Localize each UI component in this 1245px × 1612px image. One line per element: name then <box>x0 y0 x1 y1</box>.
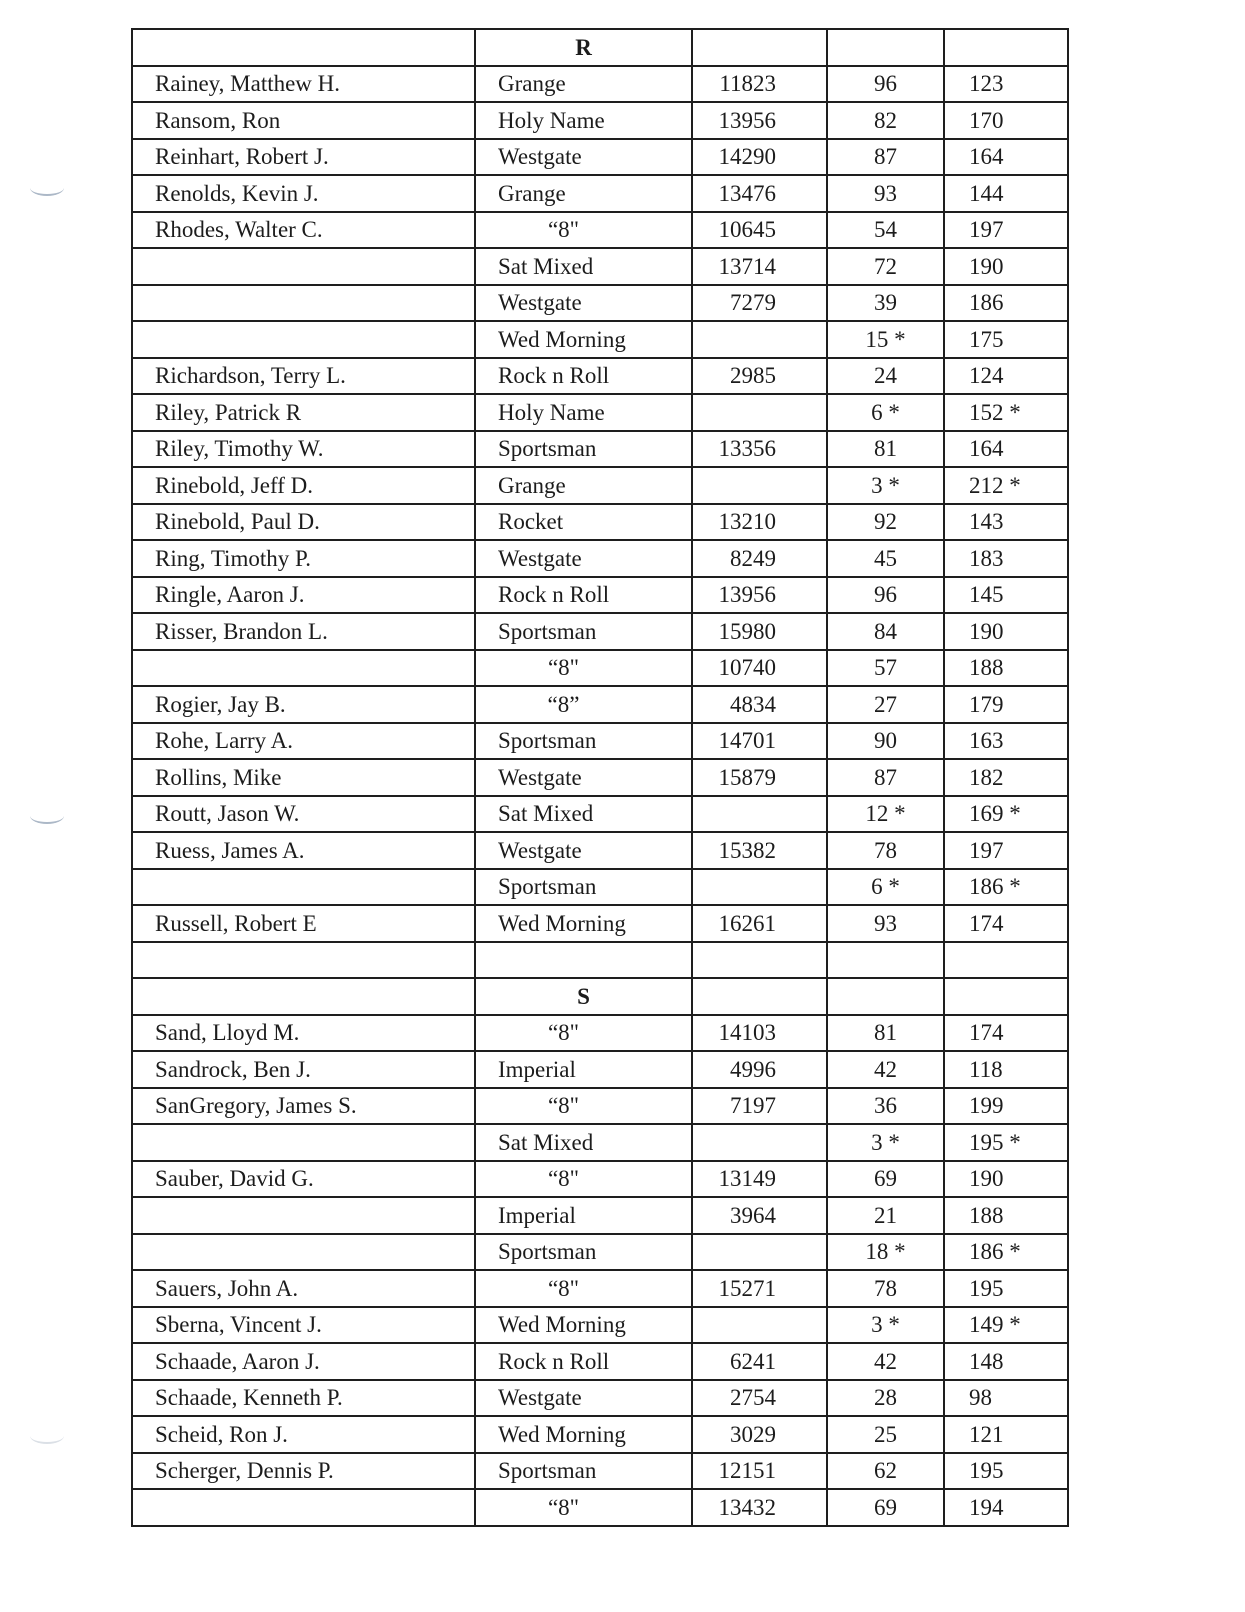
league-cell: “8" <box>475 1270 692 1307</box>
games-cell: 82 <box>827 102 944 139</box>
bowler-name-cell: Rinebold, Jeff D. <box>132 467 475 504</box>
average-cell: 145 <box>944 577 1068 614</box>
average-cell: 123 <box>944 66 1068 103</box>
total-pins-cell: 8249 <box>692 540 827 577</box>
total-pins-cell: 14103 <box>692 1015 827 1052</box>
total-pins-cell: 6241 <box>692 1343 827 1380</box>
games-cell: 90 <box>827 723 944 760</box>
league-cell: Wed Morning <box>475 321 692 358</box>
bowler-name-cell <box>132 248 475 285</box>
total-pins-cell: 7197 <box>692 1088 827 1125</box>
table-row <box>132 1088 1068 1125</box>
league-cell: Westgate <box>475 285 692 322</box>
total-pins-cell: 14290 <box>692 139 827 176</box>
league-cell: “8" <box>475 1015 692 1052</box>
total-pins-cell: 13956 <box>692 102 827 139</box>
section-header-row <box>132 29 1068 66</box>
table-row <box>132 358 1068 395</box>
bowler-name-cell: Rinebold, Paul D. <box>132 504 475 541</box>
games-cell: 87 <box>827 139 944 176</box>
bowler-name-cell <box>132 650 475 687</box>
league-cell: Sportsman <box>475 613 692 650</box>
total-pins-cell: 13714 <box>692 248 827 285</box>
section-header-row <box>132 978 1068 1015</box>
games-cell: 28 <box>827 1380 944 1417</box>
total-pins-cell: 7279 <box>692 285 827 322</box>
total-pins-cell: 2985 <box>692 358 827 395</box>
bowler-name-cell: Ruess, James A. <box>132 832 475 869</box>
total-pins-cell: 13956 <box>692 577 827 614</box>
bowler-name-cell <box>132 321 475 358</box>
table-row <box>132 540 1068 577</box>
table-row <box>132 1124 1068 1161</box>
games-cell: 62 <box>827 1453 944 1490</box>
league-cell: Holy Name <box>475 394 692 431</box>
total-pins-cell <box>692 1307 827 1344</box>
bowler-name-cell: Sauers, John A. <box>132 1270 475 1307</box>
total-pins-cell: 3964 <box>692 1197 827 1234</box>
bowler-name-cell: Rhodes, Walter C. <box>132 212 475 249</box>
bowler-name-cell <box>132 1197 475 1234</box>
bowler-name-cell <box>132 285 475 322</box>
games-cell: 96 <box>827 577 944 614</box>
total-pins-cell: 15382 <box>692 832 827 869</box>
total-pins-cell: 15879 <box>692 759 827 796</box>
table-row <box>132 66 1068 103</box>
table-row <box>132 1270 1068 1307</box>
table-row <box>132 723 1068 760</box>
average-cell: 143 <box>944 504 1068 541</box>
league-cell: Imperial <box>475 1197 692 1234</box>
games-cell: 3 * <box>827 467 944 504</box>
table-row <box>132 1015 1068 1052</box>
bowler-name-cell: Riley, Patrick R <box>132 394 475 431</box>
league-cell: Sat Mixed <box>475 796 692 833</box>
total-pins-cell: 13476 <box>692 175 827 212</box>
league-cell: Sat Mixed <box>475 248 692 285</box>
average-cell: 195 <box>944 1270 1068 1307</box>
games-cell: 87 <box>827 759 944 796</box>
bowler-name-cell: Russell, Robert E <box>132 905 475 942</box>
total-pins-cell <box>692 394 827 431</box>
bowler-name-cell: Schaade, Aaron J. <box>132 1343 475 1380</box>
punch-hole-mark-bottom <box>30 1428 64 1444</box>
total-pins-cell: 12151 <box>692 1453 827 1490</box>
table-row <box>132 175 1068 212</box>
average-cell: 164 <box>944 139 1068 176</box>
section-letter: R <box>475 29 692 66</box>
table-row <box>132 321 1068 358</box>
average-cell: 175 <box>944 321 1068 358</box>
table-row <box>132 1234 1068 1271</box>
total-pins-cell <box>692 467 827 504</box>
games-cell: 3 * <box>827 1124 944 1161</box>
empty-cell <box>692 29 827 66</box>
league-cell: “8” <box>475 686 692 723</box>
total-pins-cell: 13149 <box>692 1161 827 1198</box>
games-cell: 93 <box>827 905 944 942</box>
league-cell: Wed Morning <box>475 1307 692 1344</box>
games-cell: 72 <box>827 248 944 285</box>
games-cell: 18 * <box>827 1234 944 1271</box>
empty-cell <box>132 942 475 979</box>
section-letter: S <box>475 978 692 1015</box>
empty-cell <box>827 978 944 1015</box>
league-cell: Imperial <box>475 1051 692 1088</box>
bowler-roster-table <box>131 28 1069 1527</box>
total-pins-cell <box>692 321 827 358</box>
average-cell: 186 <box>944 285 1068 322</box>
games-cell: 45 <box>827 540 944 577</box>
average-cell: 152 * <box>944 394 1068 431</box>
games-cell: 92 <box>827 504 944 541</box>
total-pins-cell <box>692 869 827 906</box>
games-cell: 12 * <box>827 796 944 833</box>
games-cell: 96 <box>827 66 944 103</box>
total-pins-cell: 2754 <box>692 1380 827 1417</box>
average-cell: 197 <box>944 212 1068 249</box>
average-cell: 195 * <box>944 1124 1068 1161</box>
empty-cell <box>132 978 475 1015</box>
league-cell: Sportsman <box>475 869 692 906</box>
total-pins-cell <box>692 1234 827 1271</box>
bowler-name-cell: Routt, Jason W. <box>132 796 475 833</box>
average-cell: 197 <box>944 832 1068 869</box>
bowler-name-cell: Schaade, Kenneth P. <box>132 1380 475 1417</box>
bowler-name-cell: SanGregory, James S. <box>132 1088 475 1125</box>
total-pins-cell: 11823 <box>692 66 827 103</box>
spacer-row <box>132 942 1068 979</box>
league-cell: Sportsman <box>475 431 692 468</box>
games-cell: 15 * <box>827 321 944 358</box>
table-row <box>132 759 1068 796</box>
games-cell: 39 <box>827 285 944 322</box>
average-cell: 174 <box>944 905 1068 942</box>
games-cell: 78 <box>827 832 944 869</box>
average-cell: 212 * <box>944 467 1068 504</box>
bowler-name-cell: Ring, Timothy P. <box>132 540 475 577</box>
bowler-name-cell <box>132 1234 475 1271</box>
bowler-name-cell: Scheid, Ron J. <box>132 1416 475 1453</box>
league-cell: Wed Morning <box>475 1416 692 1453</box>
average-cell: 170 <box>944 102 1068 139</box>
bowler-name-cell <box>132 1124 475 1161</box>
games-cell: 3 * <box>827 1307 944 1344</box>
table-row <box>132 1489 1068 1526</box>
table-row <box>132 102 1068 139</box>
league-cell: Westgate <box>475 1380 692 1417</box>
roster-body <box>132 29 1068 1526</box>
league-cell: Westgate <box>475 832 692 869</box>
table-row <box>132 832 1068 869</box>
table-row <box>132 139 1068 176</box>
average-cell: 188 <box>944 1197 1068 1234</box>
punch-hole-mark-middle <box>30 808 64 824</box>
league-cell: “8" <box>475 1161 692 1198</box>
league-cell: Sportsman <box>475 1234 692 1271</box>
table-row <box>132 613 1068 650</box>
average-cell: 195 <box>944 1453 1068 1490</box>
table-row <box>132 796 1068 833</box>
league-cell: Rocket <box>475 504 692 541</box>
total-pins-cell: 13432 <box>692 1489 827 1526</box>
average-cell: 98 <box>944 1380 1068 1417</box>
average-cell: 190 <box>944 613 1068 650</box>
empty-cell <box>944 942 1068 979</box>
league-cell: Grange <box>475 66 692 103</box>
games-cell: 6 * <box>827 869 944 906</box>
bowler-name-cell: Ransom, Ron <box>132 102 475 139</box>
total-pins-cell: 15980 <box>692 613 827 650</box>
games-cell: 21 <box>827 1197 944 1234</box>
games-cell: 81 <box>827 1015 944 1052</box>
table-row <box>132 1161 1068 1198</box>
table-row <box>132 1343 1068 1380</box>
empty-cell <box>944 978 1068 1015</box>
average-cell: 174 <box>944 1015 1068 1052</box>
table-row <box>132 1307 1068 1344</box>
punch-hole-mark-top <box>30 180 64 196</box>
games-cell: 6 * <box>827 394 944 431</box>
bowler-name-cell: Sandrock, Ben J. <box>132 1051 475 1088</box>
empty-cell <box>132 29 475 66</box>
empty-cell <box>692 942 827 979</box>
bowler-name-cell: Sberna, Vincent J. <box>132 1307 475 1344</box>
league-cell: “8" <box>475 650 692 687</box>
games-cell: 69 <box>827 1489 944 1526</box>
league-cell: Sportsman <box>475 1453 692 1490</box>
bowler-name-cell <box>132 1489 475 1526</box>
average-cell: 190 <box>944 248 1068 285</box>
total-pins-cell: 10740 <box>692 650 827 687</box>
table-row <box>132 212 1068 249</box>
table-row <box>132 394 1068 431</box>
empty-cell <box>827 29 944 66</box>
games-cell: 81 <box>827 431 944 468</box>
average-cell: 190 <box>944 1161 1068 1198</box>
table-row <box>132 650 1068 687</box>
bowler-name-cell: Risser, Brandon L. <box>132 613 475 650</box>
league-cell: Holy Name <box>475 102 692 139</box>
table-row <box>132 1197 1068 1234</box>
games-cell: 36 <box>827 1088 944 1125</box>
league-cell: Rock n Roll <box>475 358 692 395</box>
average-cell: 163 <box>944 723 1068 760</box>
average-cell: 183 <box>944 540 1068 577</box>
average-cell: 149 * <box>944 1307 1068 1344</box>
bowler-name-cell: Rogier, Jay B. <box>132 686 475 723</box>
bowler-name-cell: Renolds, Kevin J. <box>132 175 475 212</box>
table-row <box>132 504 1068 541</box>
bowler-name-cell: Ringle, Aaron J. <box>132 577 475 614</box>
total-pins-cell <box>692 1124 827 1161</box>
average-cell: 144 <box>944 175 1068 212</box>
games-cell: 27 <box>827 686 944 723</box>
league-cell: Westgate <box>475 759 692 796</box>
table-row <box>132 577 1068 614</box>
average-cell: 148 <box>944 1343 1068 1380</box>
table-row <box>132 1380 1068 1417</box>
total-pins-cell <box>692 796 827 833</box>
games-cell: 69 <box>827 1161 944 1198</box>
average-cell: 118 <box>944 1051 1068 1088</box>
league-cell: “8" <box>475 212 692 249</box>
league-cell: Westgate <box>475 139 692 176</box>
league-cell: Grange <box>475 467 692 504</box>
bowler-name-cell: Rainey, Matthew H. <box>132 66 475 103</box>
average-cell: 124 <box>944 358 1068 395</box>
table-row <box>132 431 1068 468</box>
total-pins-cell: 14701 <box>692 723 827 760</box>
average-cell: 194 <box>944 1489 1068 1526</box>
average-cell: 182 <box>944 759 1068 796</box>
average-cell: 186 * <box>944 869 1068 906</box>
average-cell: 121 <box>944 1416 1068 1453</box>
games-cell: 25 <box>827 1416 944 1453</box>
league-cell: Sat Mixed <box>475 1124 692 1161</box>
total-pins-cell: 15271 <box>692 1270 827 1307</box>
bowler-name-cell: Richardson, Terry L. <box>132 358 475 395</box>
total-pins-cell: 4996 <box>692 1051 827 1088</box>
games-cell: 93 <box>827 175 944 212</box>
empty-cell <box>692 978 827 1015</box>
table-row <box>132 905 1068 942</box>
bowler-name-cell: Reinhart, Robert J. <box>132 139 475 176</box>
league-cell: Westgate <box>475 540 692 577</box>
games-cell: 54 <box>827 212 944 249</box>
bowler-name-cell: Sauber, David G. <box>132 1161 475 1198</box>
table-row <box>132 285 1068 322</box>
table-row <box>132 248 1068 285</box>
bowler-name-cell <box>132 869 475 906</box>
total-pins-cell: 4834 <box>692 686 827 723</box>
average-cell: 188 <box>944 650 1068 687</box>
total-pins-cell: 3029 <box>692 1416 827 1453</box>
league-cell: Rock n Roll <box>475 1343 692 1380</box>
table-row <box>132 869 1068 906</box>
empty-cell <box>944 29 1068 66</box>
games-cell: 84 <box>827 613 944 650</box>
bowler-name-cell: Riley, Timothy W. <box>132 431 475 468</box>
league-cell: “8" <box>475 1088 692 1125</box>
table-row <box>132 1416 1068 1453</box>
total-pins-cell: 13356 <box>692 431 827 468</box>
league-cell: Sportsman <box>475 723 692 760</box>
average-cell: 186 * <box>944 1234 1068 1271</box>
games-cell: 57 <box>827 650 944 687</box>
league-cell: “8" <box>475 1489 692 1526</box>
average-cell: 199 <box>944 1088 1068 1125</box>
league-cell: Rock n Roll <box>475 577 692 614</box>
average-cell: 179 <box>944 686 1068 723</box>
table-row <box>132 1051 1068 1088</box>
games-cell: 42 <box>827 1343 944 1380</box>
table-row <box>132 686 1068 723</box>
empty-cell <box>827 942 944 979</box>
table-row <box>132 467 1068 504</box>
games-cell: 24 <box>827 358 944 395</box>
empty-cell <box>475 942 692 979</box>
average-cell: 164 <box>944 431 1068 468</box>
games-cell: 78 <box>827 1270 944 1307</box>
table-row <box>132 1453 1068 1490</box>
total-pins-cell: 16261 <box>692 905 827 942</box>
average-cell: 169 * <box>944 796 1068 833</box>
games-cell: 42 <box>827 1051 944 1088</box>
bowler-name-cell: Sand, Lloyd M. <box>132 1015 475 1052</box>
total-pins-cell: 13210 <box>692 504 827 541</box>
bowler-name-cell: Scherger, Dennis P. <box>132 1453 475 1490</box>
league-cell: Grange <box>475 175 692 212</box>
bowler-name-cell: Rollins, Mike <box>132 759 475 796</box>
total-pins-cell: 10645 <box>692 212 827 249</box>
bowler-name-cell: Rohe, Larry A. <box>132 723 475 760</box>
league-cell: Wed Morning <box>475 905 692 942</box>
